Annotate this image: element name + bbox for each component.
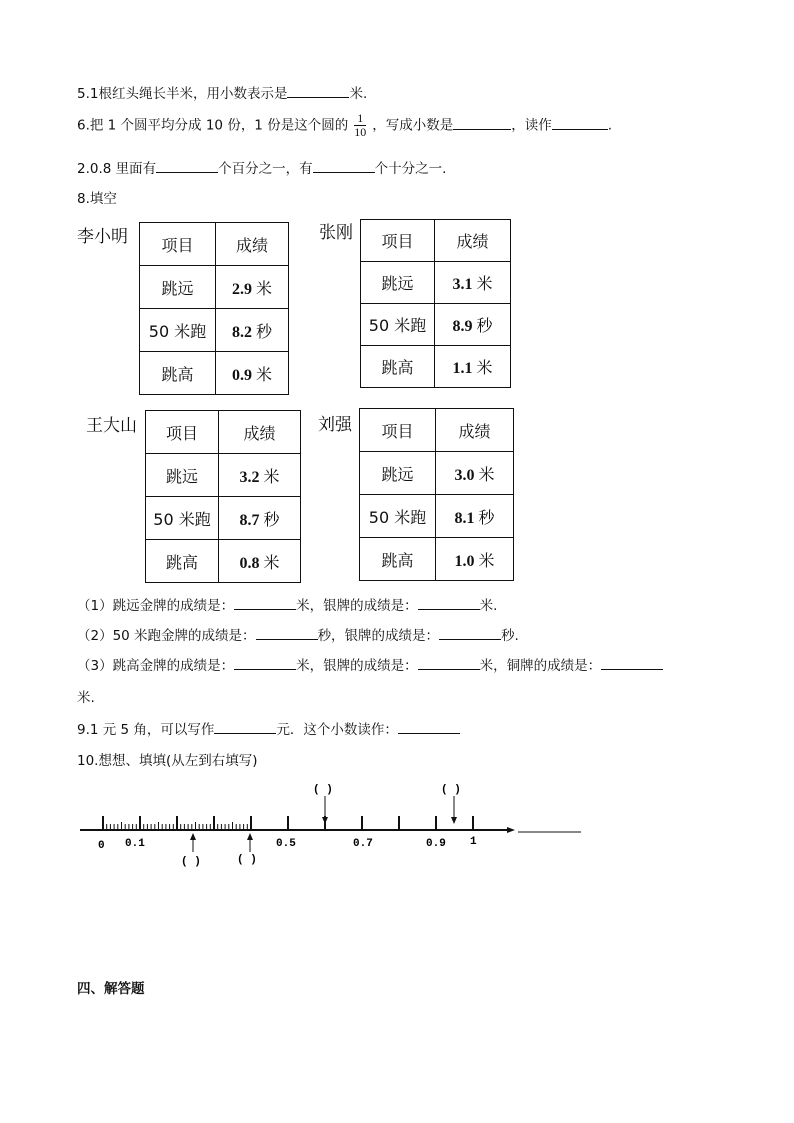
table-cell-item: 跳高 [361, 346, 435, 388]
sub1-text-b: 米，银牌的成绩是： [296, 598, 418, 614]
table-name-liu-qiang: 刘强 [318, 415, 352, 435]
q7-text-a: 2.0.8 里面有 [77, 161, 157, 177]
table-cell-score: 8.1 秒 [436, 495, 514, 538]
table-cell-item: 50 米跑 [361, 304, 435, 346]
table-header-item: 项目 [140, 223, 216, 266]
table-cell-item: 跳远 [360, 452, 436, 495]
number-line-ticks [103, 816, 473, 830]
subquestion-3 [77, 654, 663, 674]
section-4-title: 四、解答题 [77, 981, 145, 997]
q6-reading-blank[interactable] [552, 117, 608, 130]
number-line-bracket-top-1: ( ) [313, 784, 333, 796]
q6-end: . [607, 117, 612, 134]
table-cell-item: 跳高 [360, 538, 436, 581]
q7-hundredths-blank[interactable] [156, 160, 218, 173]
table-cell-item: 50 米跑 [146, 497, 219, 540]
q5-unit: 米. [349, 86, 368, 102]
table-cell-score: 0.9 米 [216, 352, 289, 395]
q5-text: 5.1根红头绳长半米，用小数表示是 [77, 86, 288, 102]
number-line-label-0.7: 0.7 [353, 838, 373, 850]
question-6 [77, 112, 612, 139]
question-9 [77, 718, 460, 738]
table-cell-score: 8.9 秒 [435, 304, 511, 346]
table-header-item: 项目 [361, 220, 435, 262]
arrow-down-icon-head [451, 817, 457, 824]
table-name-li-xiaoming: 李小明 [77, 227, 128, 247]
q7-text-b: 个百分之一，有 [218, 161, 313, 177]
arrow-up-icon-head [247, 833, 253, 840]
score-table-wang-dashan [145, 410, 301, 583]
score-table-li-xiaoming [139, 222, 289, 395]
sub2-text-b: 秒，银牌的成绩是： [317, 628, 440, 644]
table-cell-score: 3.1 米 [435, 262, 511, 304]
sub3-gold-blank[interactable] [234, 657, 296, 670]
table-cell-item: 跳高 [140, 352, 216, 395]
q5-answer-blank[interactable] [287, 85, 349, 98]
table-name-zhang-gang: 张刚 [319, 223, 353, 243]
question-8-title: 8.填空 [77, 191, 117, 207]
table-cell-item: 跳远 [140, 266, 216, 309]
sub1-text-a: （1）跳远金牌的成绩是： [77, 598, 235, 614]
table-cell-score: 1.1 米 [435, 346, 511, 388]
sub3-bronze-blank[interactable] [601, 657, 663, 670]
sub3-text-a: （3）跳高金牌的成绩是： [77, 658, 235, 674]
sub1-gold-blank[interactable] [234, 597, 296, 610]
number-line-label-0: 0 [98, 840, 105, 852]
number-line-label-0.5: 0.5 [276, 838, 296, 850]
subquestion-1 [77, 594, 497, 614]
table-cell-score: 2.9 米 [216, 266, 289, 309]
table-name-wang-dashan: 王大山 [86, 416, 137, 436]
number-line-arrowhead [507, 827, 515, 833]
table-header-item: 项目 [360, 409, 436, 452]
sub2-silver-blank[interactable] [439, 627, 501, 640]
table-cell-item: 跳远 [146, 454, 219, 497]
sub1-silver-blank[interactable] [418, 597, 480, 610]
q9-decimal-blank[interactable] [214, 721, 276, 734]
number-line-label-1: 1 [470, 836, 477, 848]
sub3-text-b: 米，银牌的成绩是： [296, 658, 418, 674]
table-cell-score: 8.2 秒 [216, 309, 289, 352]
q6-text-a: 6.把 1 个圆平均分成 10 份，1 份是这个圆的 [77, 117, 349, 134]
arrow-down-icon-head [322, 817, 328, 824]
subquestion-3-unit: 米. [77, 690, 95, 706]
table-header-score: 成绩 [436, 409, 514, 452]
table-header-score: 成绩 [219, 411, 301, 454]
q6-decimal-blank[interactable] [453, 117, 511, 130]
score-table-zhang-gang [360, 219, 511, 388]
number-line-label-0.1: 0.1 [125, 838, 145, 850]
table-header-score: 成绩 [435, 220, 511, 262]
sub3-text-c: 米，铜牌的成绩是： [479, 658, 602, 674]
table-cell-score: 1.0 米 [436, 538, 514, 581]
table-cell-item: 跳远 [361, 262, 435, 304]
table-cell-score: 3.0 米 [436, 452, 514, 495]
table-header-score: 成绩 [216, 223, 289, 266]
number-line-label-0.9: 0.9 [426, 838, 446, 850]
number-line-figure [75, 780, 595, 870]
q7-text-c: 个十分之一. [374, 161, 447, 177]
number-line-bracket-bottom-1: ( ) [181, 856, 201, 868]
arrow-up-icon-head [190, 833, 196, 840]
table-cell-score: 3.2 米 [219, 454, 301, 497]
number-line-bracket-bottom-2: ( ) [237, 854, 257, 866]
question-10-title: 10.想想、填填(从左到右填写) [77, 753, 258, 769]
score-table-liu-qiang [359, 408, 514, 581]
sub3-silver-blank[interactable] [418, 657, 480, 670]
table-cell-score: 8.7 秒 [219, 497, 301, 540]
q9-text-a: 9.1 元 5 角，可以写作 [77, 722, 215, 738]
question-5 [77, 82, 367, 102]
sub2-text-c: 秒. [501, 628, 519, 644]
q6-text-c: ，读作 [511, 117, 552, 134]
table-cell-item: 50 米跑 [360, 495, 436, 538]
sub1-text-c: 米. [479, 598, 498, 614]
table-cell-item: 跳高 [146, 540, 219, 583]
q6-text-b: ，写成小数是 [372, 117, 454, 134]
question-7 [77, 157, 446, 177]
q6-fraction [354, 112, 366, 139]
q7-tenths-blank[interactable] [313, 160, 375, 173]
q6-fraction-denominator: 10 [354, 125, 367, 139]
sub2-gold-blank[interactable] [256, 627, 318, 640]
table-cell-item: 50 米跑 [140, 309, 216, 352]
table-header-item: 项目 [146, 411, 219, 454]
table-cell-score: 0.8 米 [219, 540, 301, 583]
subquestion-2 [77, 624, 519, 644]
sub2-text-a: （2）50 米跑金牌的成绩是： [77, 628, 256, 644]
q6-fraction-numerator: 1 [354, 112, 366, 126]
number-line-bracket-top-2: ( ) [441, 784, 461, 796]
q9-text-b: 元．这个小数读作： [276, 722, 398, 738]
q9-reading-blank[interactable] [398, 721, 460, 734]
